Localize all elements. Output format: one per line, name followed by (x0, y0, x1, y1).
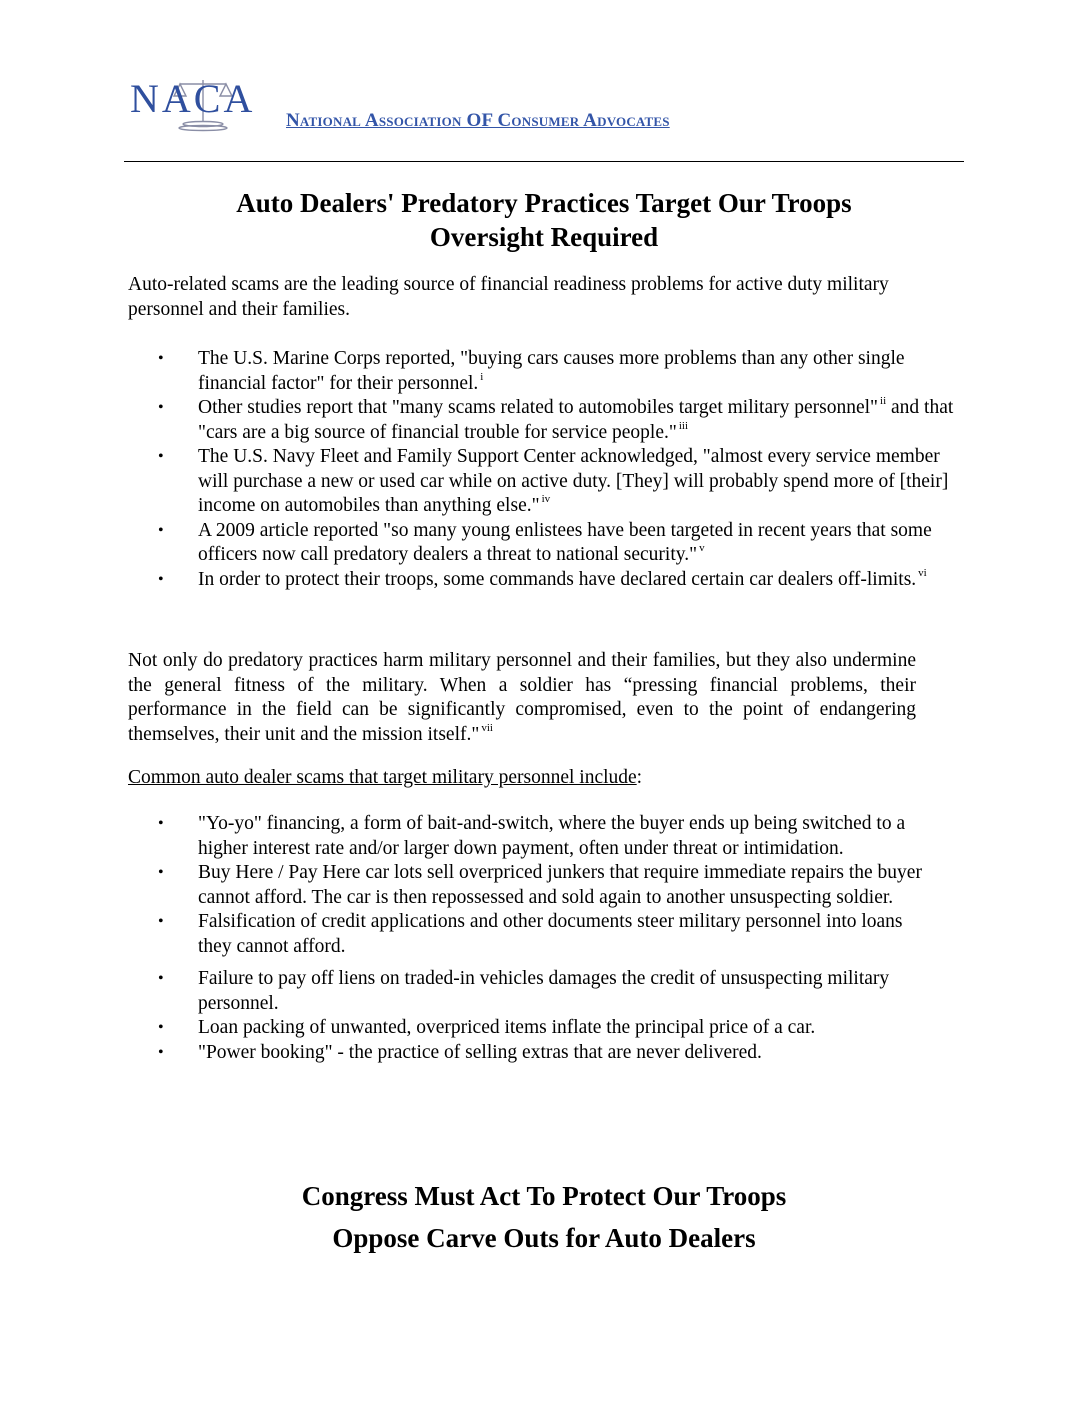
scam-text: Loan packing of unwanted, overpriced items inflate the principal price of a car. (198, 1017, 816, 1038)
fact-text: The U.S. Marine Corps reported, "buying cars causes more problems than any other single financial factor" for their personnel. (198, 348, 905, 394)
scam-text: "Power booking" - the practice of selling extras that are never delivered. (198, 1041, 762, 1063)
document-subtitle: Oversight Required (429, 222, 659, 252)
call-to-action-title: Congress Must Act To Protect Our Troops (301, 1181, 787, 1211)
readiness-text: Not only do predatory practices harm military personnel and their families, but they also undermine the general fitness of the military. When a soldier has “pressing financial problems, their performance in the field can be significantly compromised, even to the point of endangering themselves, their unit and the mission itself." (128, 650, 916, 745)
list-item (128, 568, 958, 593)
fact-text-continued: and that "cars are a big source of financial trouble for service people." (198, 397, 954, 443)
bullet-icon: • (158, 970, 164, 987)
bullet-icon: • (158, 521, 164, 539)
bullet-icon: • (158, 815, 164, 832)
naca-logo (128, 76, 278, 136)
scam-text: Failure to pay off liens on traded-in vehicles damages the credit of unsuspecting military personnel. (198, 968, 890, 1014)
facts-list (128, 347, 958, 592)
readiness-paragraph (128, 649, 916, 747)
footnote-ref[interactable]: vi (918, 566, 927, 579)
footnote-ref[interactable]: ii (880, 395, 887, 407)
list-item (128, 1041, 928, 1066)
list-item (128, 812, 928, 861)
footnote-ref[interactable]: vii (481, 721, 493, 734)
scams-list (128, 812, 928, 1065)
footnote-ref[interactable]: v (699, 542, 705, 554)
bullet-icon: • (158, 399, 164, 416)
bullet-icon: • (158, 1019, 164, 1036)
list-item (128, 910, 928, 959)
intro-paragraph: Auto-related scams are the leading source of financial readiness problems for active duty military personnel and their families. (128, 274, 889, 320)
list-item (128, 347, 958, 396)
header-divider (124, 161, 964, 162)
scams-heading-text: Common auto dealer scams that target military personnel include (128, 767, 637, 788)
list-item (128, 445, 958, 519)
scams-heading-colon: : (636, 767, 643, 788)
logo-lettering: NACA (130, 76, 256, 121)
document-title: Auto Dealers' Predatory Practices Target Our Troops (236, 188, 852, 218)
list-item (128, 1016, 928, 1041)
fact-text: A 2009 article reported "so many young enlistees have been targeted in recent years that some officers now call predatory dealers a threat to national security." (198, 519, 932, 565)
footnote-ref[interactable]: iv (541, 493, 551, 505)
scams-heading (128, 766, 642, 791)
bullet-icon: • (158, 913, 164, 930)
scam-text: Falsification of credit applications and other documents steer military personnel into loans they cannot afford. (198, 911, 903, 957)
bullet-icon: • (158, 570, 164, 588)
list-item (128, 519, 958, 568)
list-item (128, 967, 928, 1016)
list-item (128, 861, 928, 910)
bullet-icon: • (158, 350, 164, 367)
bullet-icon: • (158, 448, 164, 465)
call-to-action-subtitle: Oppose Carve Outs for Auto Dealers (332, 1223, 756, 1253)
footnote-ref[interactable]: i (480, 370, 484, 383)
fact-text: In order to protect their troops, some commands have declared certain car dealers off-limits. (198, 568, 917, 590)
scam-text: "Yo-yo" financing, a form of bait-and-switch, where the buyer ends up being switched to a higher interest rate and/or larger down payment, often under threat or intimidation. (198, 813, 906, 859)
fact-text: The U.S. Navy Fleet and Family Support Center acknowledged, "almost every service member will purchase a new or used car while on active duty. [They] will probably spend more of [their] income on automobiles than anything else." (198, 446, 949, 516)
fact-text: Other studies report that "many scams related to automobiles target military personnel" (198, 397, 879, 418)
scam-text: Buy Here / Pay Here car lots sell overpriced junkers that require immediate repairs the buyer cannot afford. The car is then repossessed and sold again to another unsuspecting soldier. (198, 862, 922, 908)
footnote-ref[interactable]: iii (678, 419, 688, 432)
organization-name: National Association OF Consumer Advocates (286, 110, 670, 131)
bullet-icon: • (158, 864, 164, 881)
bullet-icon: • (158, 1043, 164, 1061)
list-item (128, 396, 958, 445)
